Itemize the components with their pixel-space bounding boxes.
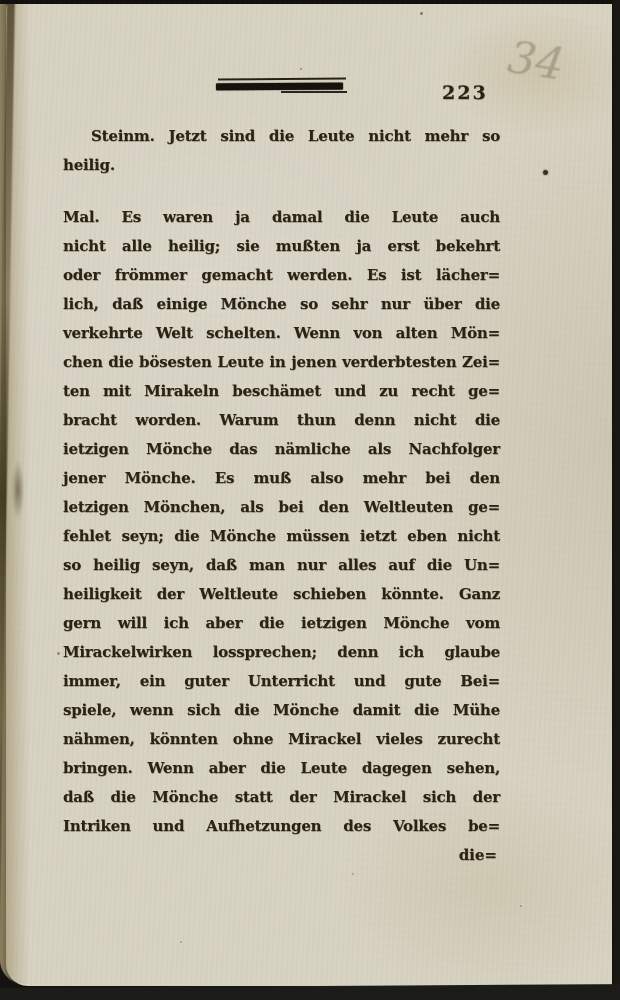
heading-line: heilig. — [63, 156, 115, 174]
ornament-thick-rule — [216, 83, 343, 91]
text-line: letzigen Mönchen, als bei den Weltleuten ge= — [63, 498, 500, 516]
scan-edge-top — [0, 0, 620, 4]
text-line: heiligkeit der Weltleute schieben könnte. Ganz — [63, 585, 500, 603]
text-line: spiele, wenn sich die Mönche damit die Mühe — [63, 701, 500, 719]
ink-speck — [520, 905, 522, 907]
ink-speck — [95, 306, 97, 308]
text-line: lich, daß einige Mönche so sehr nur über die — [63, 295, 500, 313]
scan-edge-bottom — [0, 984, 620, 1000]
text-line: Mal. Es waren ja damal die Leute auch — [63, 208, 500, 226]
text-line: Mirackelwirken lossprechen; denn ich glaube — [63, 643, 500, 661]
text-line: bringen. Wenn aber die Leute dagegen sehen, — [63, 759, 500, 777]
ink-speck — [300, 68, 302, 70]
ink-speck — [57, 652, 60, 655]
scan-edge-right — [612, 0, 620, 1000]
text-line: fehlet seyn; die Mönche müssen ietzt eben nicht — [63, 527, 500, 545]
ink-speck — [180, 941, 182, 943]
ink-speck — [420, 12, 423, 15]
text-line: ten mit Mirakeln beschämet und zu recht ge= — [63, 382, 500, 400]
pencil-annotation: 34 — [504, 31, 568, 92]
page-number: 223 — [442, 82, 488, 104]
text-line: so heilig seyn, daß man nur alles auf die Un= — [63, 556, 500, 574]
text-line: chen die bösesten Leute in jenen verderbtesten Zei= — [63, 353, 500, 371]
text-line: oder frömmer gemacht werden. Es ist lächer= — [63, 266, 500, 284]
text-line: jener Mönche. Es muß also mehr bei den — [63, 469, 500, 487]
ink-speck — [543, 170, 548, 175]
ornament-thin-rule-bottom — [281, 91, 347, 93]
text-line: Intriken und Aufhetzungen des Volkes be= — [63, 817, 500, 835]
body-paragraph — [63, 203, 500, 870]
text-line: ietzigen Mönche das nämliche als Nachfolger — [63, 440, 500, 458]
text-line: bracht worden. Warum thun denn nicht die — [63, 411, 500, 429]
catchword: die= — [458, 846, 497, 864]
ornament-double-rule — [216, 77, 348, 95]
ink-speck — [352, 873, 354, 875]
text-line: nähmen, könnten ohne Mirackel vieles zurecht — [63, 730, 500, 748]
text-line: nicht alle heilig; sie mußten ja erst bekehrt — [63, 237, 500, 255]
text-line: immer, ein guter Unterricht und gute Bei= — [63, 672, 500, 690]
text-line: gern will ich aber die ietzigen Mönche vom — [63, 614, 500, 632]
ornament-thin-rule-top — [218, 78, 346, 81]
crease-shadow — [12, 460, 24, 520]
heading-line: Steinm. Jetzt sind die Leute nicht mehr so — [91, 127, 500, 145]
section-heading — [63, 122, 500, 180]
text-line: daß die Mönche statt der Mirackel sich der — [63, 788, 500, 806]
text-line: verkehrte Welt schelten. Wenn von alten Mön= — [63, 324, 500, 342]
